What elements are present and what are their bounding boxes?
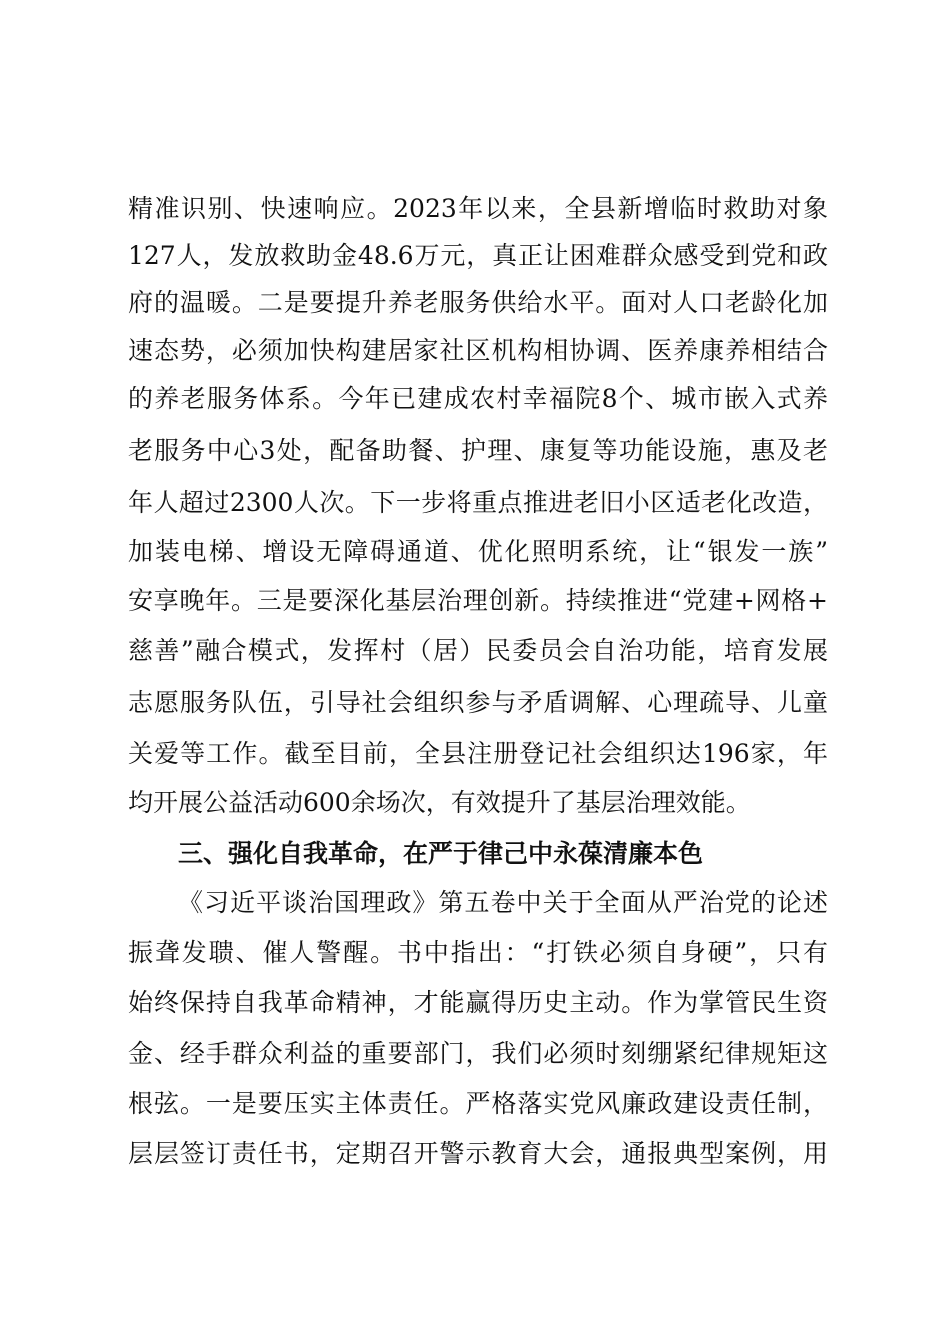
body-text-line: 《习近平谈治国理政》第五卷中关于全面从严治党的论述 bbox=[178, 888, 828, 917]
body-text-line: 始终保持自我革命精神，才能赢得历史主动。作为掌管民生资 bbox=[128, 988, 828, 1017]
body-text-line: 安享晚年。三是要深化基层治理创新。持续推进“党建+网格+ bbox=[128, 586, 828, 615]
body-text-line: 根弦。一是要压实主体责任。严格落实党风廉政建设责任制， bbox=[128, 1089, 828, 1118]
body-text-line: 关爱等工作。截至目前，全县注册登记社会组织达196家，年 bbox=[128, 739, 828, 768]
body-text-line: 127人，发放救助金48.6万元，真正让困难群众感受到党和政 bbox=[128, 241, 828, 270]
body-text-line: 均开展公益活动600余场次，有效提升了基层治理效能。 bbox=[128, 788, 751, 817]
body-text-line: 速态势，必须加快构建居家社区机构相协调、医养康养相结合 bbox=[128, 336, 828, 365]
body-text-line: 年人超过2300人次。下一步将重点推进老旧小区适老化改造， bbox=[128, 488, 828, 517]
body-text-line: 精准识别、快速响应。2023年以来，全县新增临时救助对象 bbox=[128, 194, 828, 223]
body-text-line: 层层签订责任书，定期召开警示教育大会，通报典型案例，用 bbox=[128, 1139, 828, 1168]
body-text-line: 老服务中心3处，配备助餐、护理、康复等功能设施，惠及老 bbox=[128, 436, 828, 465]
body-text-line: 振聋发聩、催人警醒。书中指出：“打铁必须自身硬”，只有 bbox=[128, 938, 828, 967]
body-text-line: 志愿服务队伍，引导社会组织参与矛盾调解、心理疏导、儿童 bbox=[128, 688, 828, 717]
body-text-line: 慈善”融合模式，发挥村（居）民委员会自治功能，培育发展 bbox=[128, 636, 828, 665]
body-text-line: 加装电梯、增设无障碍通道、优化照明系统，让“银发一族” bbox=[128, 537, 828, 566]
body-text-line: 府的温暖。二是要提升养老服务供给水平。面对人口老龄化加 bbox=[128, 288, 828, 317]
body-text-line: 的养老服务体系。今年已建成农村幸福院8个、城市嵌入式养 bbox=[128, 384, 828, 413]
body-text-line: 金、经手群众利益的重要部门，我们必须时刻绷紧纪律规矩这 bbox=[128, 1039, 828, 1068]
section-heading: 三、强化自我革命，在严于律己中永葆清廉本色 bbox=[178, 839, 704, 868]
